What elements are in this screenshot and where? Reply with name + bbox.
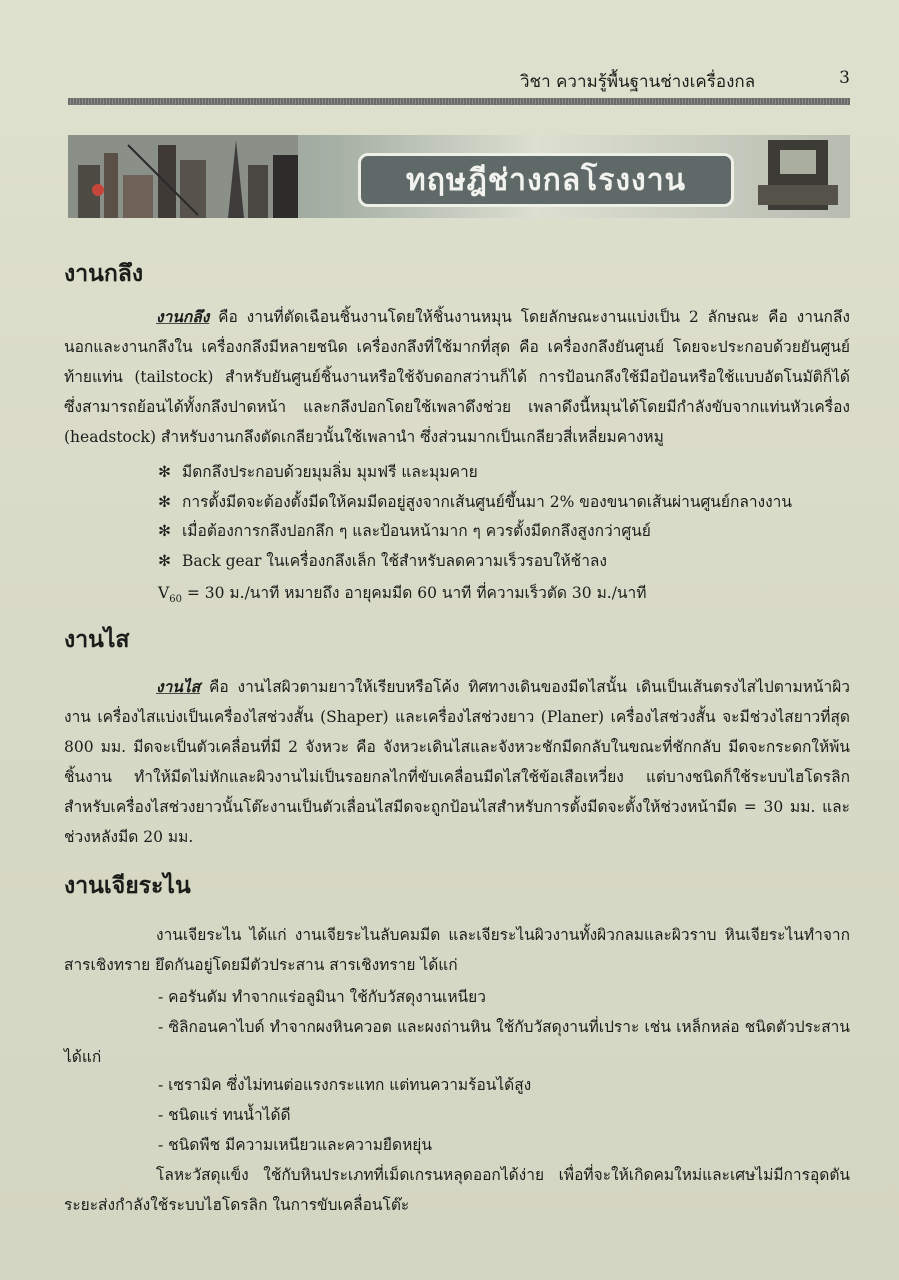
asterisk-icon: ✻: [158, 552, 171, 570]
shaping-paragraph: [64, 672, 850, 852]
turning-bullet: ✻ เมื่อต้องการกลึงปอกลึก ๆ และป้อนหน้ามาก ๆ ควรตั้งมีดกลึงสูงกว่าศูนย์: [158, 522, 651, 540]
turning-lead-term: งานกลึง: [156, 307, 210, 326]
bond-item: - ชนิดแร่ ทนน้ำได้ดี: [158, 1106, 291, 1124]
chapter-title: ทฤษฎีช่างกลโรงงาน: [358, 153, 734, 207]
header-rule: [68, 98, 850, 105]
shaping-body: คือ งานไสผิวตามยาวให้เรียบหรือโค้ง ทิศทางเดินของมีดไสนั้น เดินเป็นเส้นตรงไสไปตามหน้าผิวงาน เครื่องไสแบ่งเป็นเครื่องไสช่วงสั้น (Shaper) และเครื่องไสช่วงยาว (Planer) เครื่องไสช่วงสั้น จะมีช่วงไสยาวที่สุด 800 มม. มีดจะเป็นตัวเคลื่อนที่มี 2 จังหวะ คือ จังหวะเดินไสและจังหวะชักมีดกลับในขณะที่ชักกลับ มีดจะกระดกให้พ้นชิ้นงาน ทำให้มีดไม่หักและผิวงานไม่เป็นรอยกลไกที่ขับเคลื่อนมีดไสใช้ข้อเสือเหวี่ยง แต่บางชนิดก็ใช้ระบบไฮโดรลิก สำหรับเครื่องไสช่วงยาวนั้นโต๊ะงานเป็นตัวเลื่อนไสมีดจะถูกป้อนไสสำหรับการตั้งมีดจะตั้งให้ช่วงหน้ามีด = 30 มม. และช่วงหลังมีด 20 มม.: [64, 678, 850, 846]
turning-paragraph: [64, 302, 850, 452]
grinding-intro: งานเจียระไน ได้แก่ งานเจียระไนลับคมมีด และเจียระไนผิวงานทั้งผิวกลมและผิวราบ หินเจียระไนทำจากสารเชิงทราย ยึดกันอยู่โดยมีตัวประสาน สารเชิงทราย ได้แก่: [64, 926, 850, 974]
bond-item: - เซรามิค ซึ่งไม่ทนต่อแรงกระแทก แต่ทนความร้อนได้สูง: [158, 1076, 532, 1094]
abrasive-item: - ซิลิกอนคาไบด์ ทำจากผงหินควอต และผงถ่านหิน ใช้กับวัสดุงานที่เปราะ เช่น เหล็กหล่อ ชนิดตัวประสาน ได้แก่: [64, 1018, 850, 1066]
asterisk-icon: ✻: [158, 522, 171, 540]
shaping-lead-term: งานไส: [156, 677, 201, 696]
running-header: [520, 68, 850, 95]
asterisk-icon: ✻: [158, 493, 171, 511]
turning-bullet: ✻ มีดกลึงประกอบด้วยมุมลิ่ม มุมฟรี และมุมคาย: [158, 463, 478, 481]
turning-bullet: ✻ การตั้งมีดจะต้องตั้งมีดให้คมมีดอยู่สูงจากเส้นศูนย์ขึ้นมา 2% ของขนาดเส้นผ่านศูนย์กลางงาน: [158, 493, 792, 511]
asterisk-icon: ✻: [158, 463, 171, 481]
subject-title: วิชา ความรู้พื้นฐานช่างเครื่องกล: [520, 72, 756, 92]
section-heading-grinding: งานเจียระไน: [64, 873, 191, 899]
cutting-speed-formula: $V_{60} = 30$ ม./นาที หมายถึง อายุคมมีด 60 นาที ที่ความเร็วตัด 30 ม./นาที: [158, 584, 647, 606]
turning-bullet: ✻ Back gear ในเครื่องกลึงเล็ก ใช้สำหรับลดความเร็วรอบให้ช้าลง: [158, 552, 607, 570]
section-heading-shaping: งานไส: [64, 627, 130, 653]
section-heading-turning: งานกลึง: [64, 261, 144, 287]
grinding-closing: โลหะวัสดุแข็ง ใช้กับหินประเภทที่เม็ดเกรนหลุดออกได้ง่าย เพื่อที่จะให้เกิดคมใหม่และเศษไม่มีการอุดตัน ระยะส่งกำลังใช้ระบบไฮโดรลิก ในการขับเคลื่อนโต๊ะ: [64, 1166, 850, 1214]
page-number: 3: [839, 68, 850, 88]
abrasive-item: - คอรันดัม ทำจากแร่อลูมินา ใช้กับวัสดุงานเหนียว: [158, 988, 486, 1006]
chapter-banner: [68, 135, 850, 218]
bond-item: - ชนิดพืช มีความเหนียวและความยืดหยุ่น: [158, 1136, 432, 1154]
turning-body: คือ งานที่ตัดเฉือนชิ้นงานโดยให้ชิ้นงานหมุน โดยลักษณะงานแบ่งเป็น 2 ลักษณะ คือ งานกลึงนอกและงานกลึงใน เครื่องกลึงมีหลายชนิด เครื่องกลึงที่ใช้มากที่สุด คือ เครื่องกลึงยันศูนย์ โดยจะประกอบด้วยยันศูนย์ท้ายแท่น (tailstock) สำหรับยันศูนย์ชิ้นงานหรือใช้จับดอกสว่านก็ได้ การป้อนกลึงใช้มือป้อนหรือใช้แบบอัตโนมัติก็ได้ ซึ่งสามารถย้อนได้ทั้งกลึงปาดหน้า และกลึงปอกโดยใช้เพลาดึงช่วย เพลาดึงนี้หมุนได้โดยมีกำลังขับจากแท่นหัวเครื่อง (headstock) สำหรับงานกลึงตัดเกลียวนั้นใช้เพลานำ ซึ่งส่วนมากเป็นเกลียวสี่เหลี่ยมคางหมู: [64, 308, 850, 446]
